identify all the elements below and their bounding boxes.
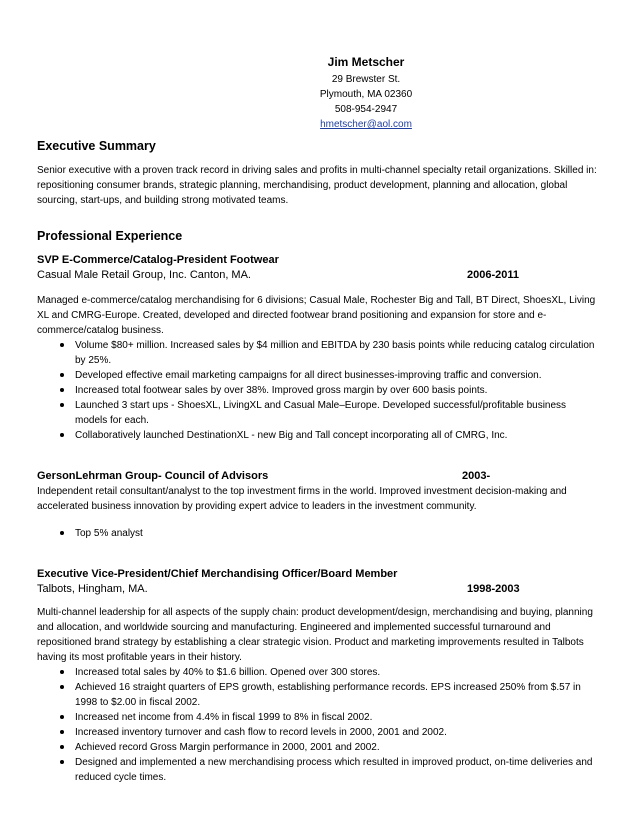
job1-bullets: [37, 338, 601, 443]
bullet-icon: [60, 403, 64, 407]
contact-block: [0, 54, 638, 132]
list-item: Increased net income from 4.4% in fiscal 1999 to 8% in fiscal 2002.: [75, 710, 601, 725]
job2-title: GersonLehrman Group- Council of Advisors: [37, 470, 269, 482]
list-item: Launched 3 start ups - ShoesXL, LivingXL and Casual Male–Europe. Developed successful/profitable business models for each.: [75, 398, 601, 428]
job3-title: Executive Vice-President/Chief Merchandising Officer/Board Member: [37, 568, 398, 580]
job1-title: SVP E-Commerce/Catalog-President Footwear: [37, 254, 279, 266]
job1-company-row: [37, 268, 601, 283]
job2-description: Independent retail consultant/analyst to the top investment firms in the world. Improved investment decision-making and accelerated business innovation by providing expert advice to leaders in the investment community.: [37, 486, 567, 512]
list-item: Top 5% analyst: [75, 526, 601, 541]
bullet-icon: [60, 388, 64, 392]
list-item: Achieved 16 straight quarters of EPS growth, establishing performance records. EPS increased 250% from $.57 in 1998 to $2.00 in fiscal 2002.: [75, 680, 601, 710]
experience-heading: Professional Experience: [37, 229, 183, 243]
bullet-icon: [60, 670, 64, 674]
job3-description: Multi-channel leadership for all aspects of the supply chain: product development/design, merchandising and buying, planning and allocation, and worldwide sourcing and manufacturing. Engineered and implemented successful turnaround and repositioned brand strategy by establishing a clear strategic vision. Product and marketing improvements resulted in Talbots having its most profitable years in their history.: [37, 607, 593, 663]
bullet-icon: [60, 730, 64, 734]
list-item: Collaboratively launched DestinationXL - new Big and Tall concept incorporating all of CMRG, Inc.: [75, 428, 601, 443]
job1-company: Casual Male Retail Group, Inc. Canton, MA.: [37, 269, 251, 281]
job1-dates: 2006-2011: [467, 269, 519, 281]
city-state-zip: Plymouth, MA 02360: [319, 89, 413, 100]
job2-title-row: [37, 469, 601, 484]
bullet-icon: [60, 373, 64, 377]
job1-description: Managed e-commerce/catalog merchandising for 6 divisions; Casual Male, Rochester Big and Tall, BT Direct, ShoesXL, Living XL and CMRG-Europe. Created, developed and directed footwear brand positioning and expansion for store and e-commerce/catalog business.: [37, 295, 596, 336]
email-link[interactable]: hmetscher@aol.com: [320, 119, 412, 130]
candidate-name: Jim Metscher: [327, 55, 405, 69]
job3-company-row: [37, 582, 601, 597]
job3-bullets: [37, 665, 601, 785]
list-item: Volume $80+ million. Increased sales by $4 million and EBITDA by 230 basis points while reducing catalog circulation by 25%.: [75, 338, 601, 368]
bullet-icon: [60, 433, 64, 437]
list-item: Increased total footwear sales by over 38%. Improved gross margin by over 600 basis points.: [75, 383, 601, 398]
list-item: Increased inventory turnover and cash flow to record levels in 2000, 2001 and 2002.: [75, 725, 601, 740]
bullet-icon: [60, 745, 64, 749]
list-item: Designed and implemented a new merchandising process which resulted in improved product, on-time deliveries and reduced cycle times.: [75, 755, 601, 785]
street-address: 29 Brewster St.: [331, 74, 401, 85]
bullet-icon: [60, 685, 64, 689]
bullet-icon: [60, 715, 64, 719]
bullet-icon: [60, 343, 64, 347]
job2-bullets: [37, 526, 601, 541]
bullet-icon: [60, 760, 64, 764]
job2-dates: 2003-: [462, 470, 491, 482]
summary-text: Senior executive with a proven track record in driving sales and profits in multi-channel specialty retail organizations. Skilled in: repositioning consumer brands, strategic planning, merchandising, product development, planning and allocation, global sourcing, start-ups, and building strong motivated teams.: [37, 165, 597, 206]
summary-heading: Executive Summary: [37, 139, 156, 153]
job3-company: Talbots, Hingham, MA.: [37, 583, 148, 595]
phone-number: 508-954-2947: [334, 104, 398, 115]
job3-dates: 1998-2003: [467, 583, 520, 595]
resume-content: [37, 138, 601, 785]
list-item: Increased total sales by 40% to $1.6 billion. Opened over 300 stores.: [75, 665, 601, 680]
list-item: Developed effective email marketing campaigns for all direct businesses-improving traffic and conversion.: [75, 368, 601, 383]
list-item: Achieved record Gross Margin performance in 2000, 2001 and 2002.: [75, 740, 601, 755]
bullet-icon: [60, 531, 64, 535]
